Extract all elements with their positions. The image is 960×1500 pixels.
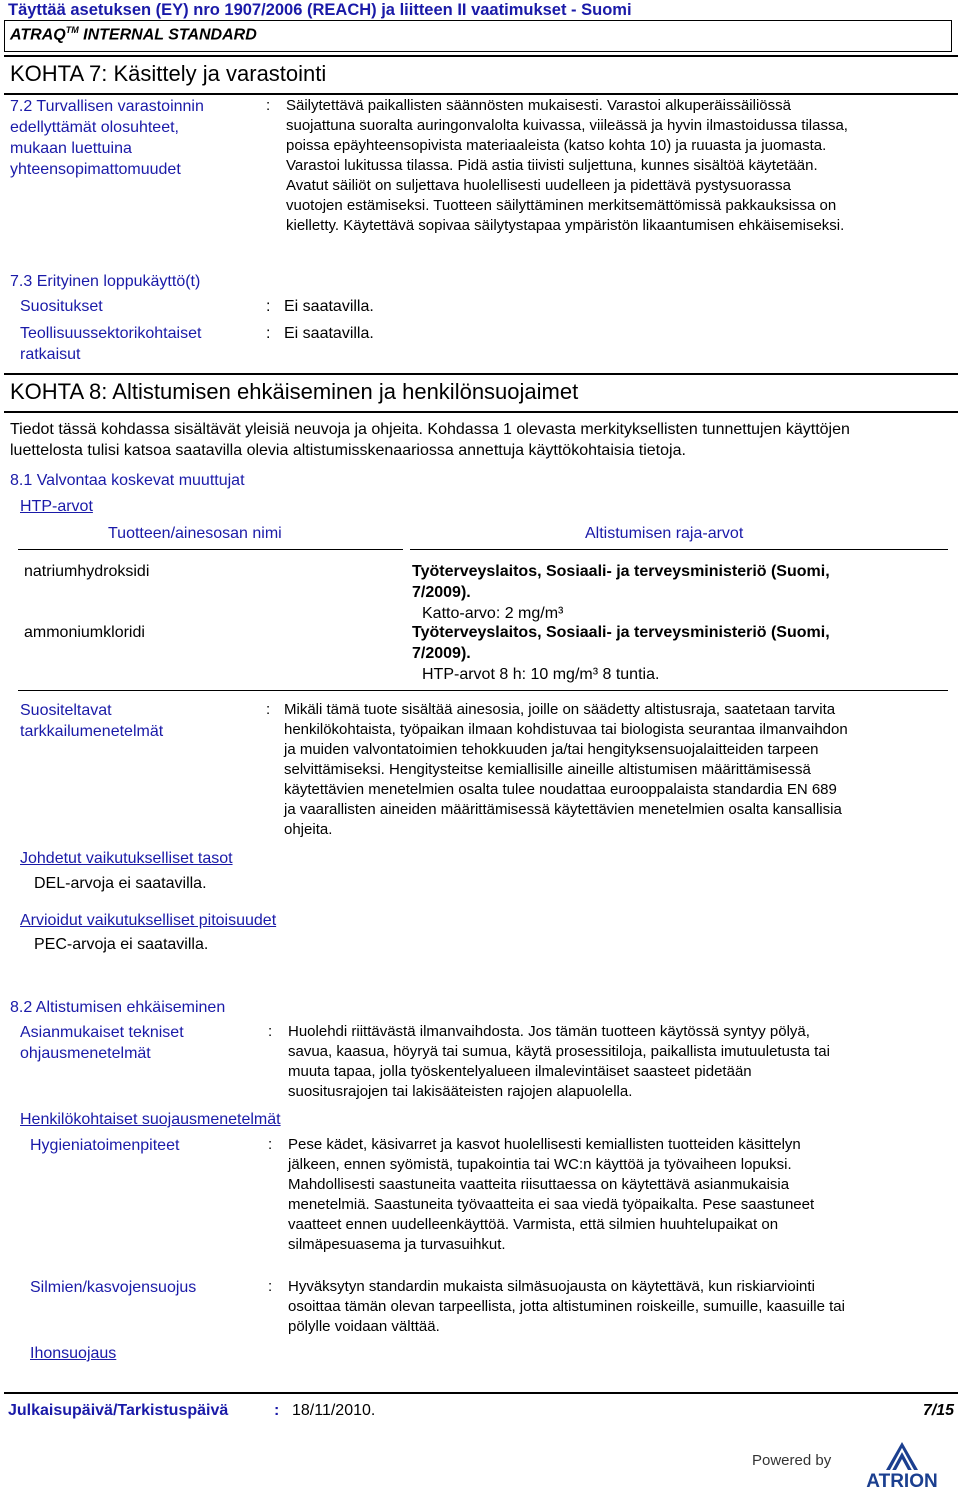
table-row-limits: Työterveyslaitos, Sosiaali- ja terveysministeriö (Suomi, 7/2009). HTP-arvot 8 h: 10 mg/m³ 8 tuntia. <box>412 624 830 683</box>
dnel-value: DEL-arvoja ei saatavilla. <box>34 875 207 892</box>
section7-title: KOHTA 7: Käsittely ja varastointi <box>10 61 327 86</box>
table-row-name: ammoniumkloridi <box>24 624 145 641</box>
colon: : <box>274 1402 280 1419</box>
recommendations-value: Ei saatavilla. <box>284 298 374 315</box>
section8-intro: Tiedot tässä kohdassa sisältävät yleisiä neuvoja ja ohjeita. Kohdassa 1 olevasta merkityksellisten tunnettujen käyttöjen luettelosta tulisi katsoa saatavilla olevia altistumisskenaariossa annettuja käyttökohtaisia tietoja. <box>10 421 850 459</box>
eye-protection-label: Silmien/kasvojensuojus <box>30 1279 197 1296</box>
monitoring-text: Mikäli tämä tuote sisältää ainesosia, joille on säädetty altistusraja, saatetaan tarvita henkilökohtaista, työpaikan ilmaan kohdistuvaa tai biologista seurantaa ilmanvaihdon ja muiden valvontatoimien tehokkuuden ja/tai hengityksensuojalaitteiden tarpeen selvittämiseksi. Hengitysteitse kemiallisille aineille altistumisen määrittämisessä käytettävien menetelmien osalta tulee noudattaa eurooppalaista standardia EN 689 ja vaarallisten aineiden määrittämisessä käytettävien menetelmien osalta kansallisia ohjeita. <box>284 701 848 838</box>
standard-box <box>4 20 952 52</box>
engineering-controls-text: Huolehdi riittävästä ilmanvaihdosta. Jos tämän tuotteen käytössä syntyy pölyä, savua, kaasua, höyryä tai sumua, käytä prosessitiloja, paikallista imutuuletusta tai muuta tapaa, jolla työskentelyalueen ilmalevintäiset saasteet pidetään suositusrajojen tai lakisääteisten rajojen alapuolella. <box>288 1023 830 1100</box>
monitoring-label: Suositeltavat tarkkailumenetelmät <box>20 702 164 740</box>
table-bottom-rule <box>18 690 948 691</box>
footer-date-label: Julkaisupäivä/Tarkistuspäivä <box>8 1402 229 1419</box>
hygiene-label: Hygieniatoimenpiteet <box>30 1137 180 1154</box>
dnel-label: Johdetut vaikutukselliset tasot <box>20 850 233 867</box>
pnec-label: Arvioidut vaikutukselliset pitoisuudet <box>20 912 277 929</box>
colon: : <box>266 97 271 114</box>
engineering-controls-label: Asianmukaiset tekniset ohjausmenetelmät <box>20 1024 184 1062</box>
powered-by-text: Powered by <box>752 1452 832 1469</box>
footer-page-number: 7/15 <box>922 1402 954 1419</box>
recommendations-label: Suositukset <box>20 298 103 315</box>
specific-end-use-title: 7.3 Erityinen loppukäyttö(t) <box>10 273 201 290</box>
industry-solutions-label: Teollisuussektorikohtaiset ratkaisut <box>20 325 202 363</box>
table-header-limits: Altistumisen raja-arvot <box>585 525 744 542</box>
htp-values-label: HTP-arvot <box>20 498 93 515</box>
skin-protection-label: Ihonsuojaus <box>30 1345 117 1362</box>
table-header-rule <box>410 549 948 550</box>
table-row-limits: Työterveyslaitos, Sosiaali- ja terveysministeriö (Suomi, 7/2009). Katto-arvo: 2 mg/m³ <box>412 563 830 622</box>
colon: : <box>266 298 271 315</box>
colon: : <box>266 325 271 342</box>
table-row-name: natriumhydroksidi <box>24 563 150 580</box>
eye-protection-text: Hyväksytyn standardin mukaista silmäsuojausta on käytettävä, kun riskiarviointi osoittaa tämän olevan tarpeellista, jotta altistuminen roiskeille, sumuille, kaasuille tai pölylle voidaan välttää. <box>288 1278 845 1335</box>
hygiene-text: Pese kädet, käsivarret ja kasvot huolellisesti kemiallisten tuotteiden käsittelyn jälkeen, ennen syömistä, tupakointia tai WC:n käyttöä ja työvaiheen lopuksi. Mahdollisesti saastuneita vaatteita riisuttaessa on käytettävä asianmukaisia menetelmiä. Saastuneita työvaatteita ei saa viedä työpaikalta. Pese saastuneet vaatteet ennen uudelleenkäyttöä. Varmista, että silmien huuhtelupaikat on silmäpesuasema ja turvasuihkut. <box>288 1136 815 1253</box>
table-header-name: Tuotteen/ainesosan nimi <box>108 525 282 542</box>
colon: : <box>266 701 271 718</box>
atrion-logo-text: ATRION <box>866 1471 938 1490</box>
table-header-rule <box>18 549 403 550</box>
footer-date-value: 18/11/2010. <box>292 1402 376 1419</box>
colon: : <box>268 1023 273 1040</box>
regulation-header: Täyttää asetuksen (EY) nro 1907/2006 (REACH) ja liitteen II vaatimukset - Suomi <box>8 1 632 19</box>
colon: : <box>268 1278 273 1295</box>
standard-label: ATRAQ™ INTERNAL STANDARD <box>10 25 257 44</box>
storage-conditions-label: 7.2 Turvallisen varastoinnin edellyttämät olosuhteet, mukaan luettuina yhteensopimattomuudet <box>10 98 204 178</box>
storage-conditions-text: Säilytettävä paikallisten säännösten mukaisesti. Varastoi alkuperäissäiliössä suojattuna suoralta auringonvalolta kuivassa, viileässä ja hyvin ilmastoidussa tilassa, poissa epäyhteensopivista materiaaleista (katso kohta 10) ja ruuasta ja juomasta. Varastoi lukitussa tilassa. Pidä astia tiivisti suljettuna, kunnes sisältöä käytetään. Avatut säiliöt on suljettava huolellisesti uudelleen ja pidettävä pystysuorassa vuotojen estämiseksi. Tuotteen säilyttäminen merkitsemättömissä pakkauksissa on kielletty. Käytettävä sopivaa säilytystapaa ympäristön likaantumisen ehkäisemiseksi. <box>286 97 848 234</box>
atrion-logo <box>846 1440 958 1495</box>
pnec-value: PEC-arvoja ei saatavilla. <box>34 936 209 953</box>
control-parameters-title: 8.1 Valvontaa koskevat muuttujat <box>10 472 245 489</box>
footer-rule <box>4 1392 958 1394</box>
section8-title: KOHTA 8: Altistumisen ehkäiseminen ja henkilönsuojaimet <box>10 379 579 404</box>
colon: : <box>268 1136 273 1153</box>
atrion-logo-icon <box>846 1440 958 1490</box>
exposure-controls-title: 8.2 Altistumisen ehkäiseminen <box>10 999 226 1016</box>
industry-solutions-value: Ei saatavilla. <box>284 325 374 342</box>
ppe-label: Henkilökohtaiset suojausmenetelmät <box>20 1111 281 1128</box>
